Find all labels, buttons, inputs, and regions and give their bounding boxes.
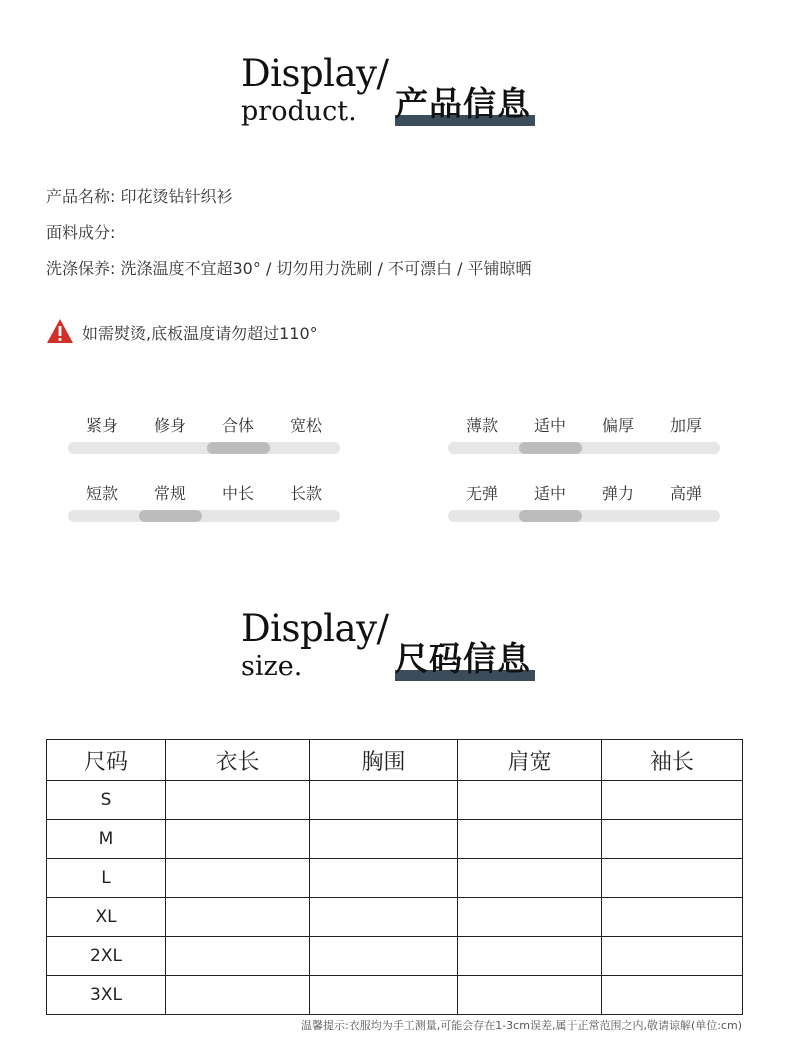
length-scale-indicator	[139, 510, 202, 522]
size-section-sub-label: size.	[241, 651, 303, 682]
table-cell	[602, 898, 743, 937]
elasticity-scale-track	[448, 510, 720, 522]
table-cell	[310, 859, 458, 898]
product-section-cn-title: 产品信息	[395, 84, 531, 123]
table-cell	[166, 898, 310, 937]
table-cell	[166, 781, 310, 820]
table-row	[47, 781, 743, 820]
fit-option-4: 宽松	[289, 416, 322, 435]
warning-icon	[46, 318, 74, 344]
fit-scale	[68, 416, 340, 448]
table-cell	[602, 937, 743, 976]
header-size: 尺码	[47, 740, 166, 781]
table-row	[47, 937, 743, 976]
fabric-label: 面料成分:	[46, 223, 116, 242]
table-cell	[166, 976, 310, 1015]
length-option-2: 常规	[153, 484, 186, 503]
length-option-1: 短款	[85, 484, 118, 503]
thickness-option-4: 加厚	[669, 416, 702, 435]
table-cell: 2XL	[47, 937, 166, 976]
thickness-option-2: 适中	[533, 416, 566, 435]
care-row	[46, 259, 532, 279]
fit-option-2: 修身	[153, 416, 186, 435]
table-cell	[458, 976, 602, 1015]
table-cell	[602, 820, 743, 859]
care-label: 洗涤保养:	[46, 259, 116, 278]
table-cell	[310, 976, 458, 1015]
table-cell	[310, 820, 458, 859]
product-name-label: 产品名称:	[46, 187, 116, 206]
size-section-display-label: Display/	[241, 607, 389, 650]
thickness-scale-track	[448, 442, 720, 454]
elasticity-option-1: 无弹	[465, 484, 498, 503]
size-section-title	[395, 641, 535, 681]
table-cell	[458, 937, 602, 976]
thickness-option-1: 薄款	[465, 416, 498, 435]
table-cell	[458, 859, 602, 898]
elasticity-option-4: 高弹	[669, 484, 702, 503]
table-cell	[310, 937, 458, 976]
fit-option-1: 紧身	[85, 416, 118, 435]
product-section-display-label: Display/	[241, 52, 389, 95]
thickness-scale	[448, 416, 720, 448]
table-cell	[166, 937, 310, 976]
table-cell	[602, 781, 743, 820]
length-option-4: 长款	[289, 484, 322, 503]
thickness-option-3: 偏厚	[601, 416, 634, 435]
product-name-row	[46, 187, 233, 207]
fit-scale-indicator	[207, 442, 270, 454]
footer-note: 温馨提示:衣服均为手工测量,可能会存在1-3cm误差,属于正常范围之内,敬请谅解(单位:cm)	[301, 1019, 742, 1032]
size-table	[46, 739, 743, 1015]
product-section-title	[395, 86, 535, 126]
table-cell	[602, 976, 743, 1015]
header-bust: 胸围	[310, 740, 458, 781]
elasticity-scale-indicator	[519, 510, 582, 522]
thickness-scale-indicator	[519, 442, 582, 454]
table-cell	[310, 781, 458, 820]
warning-text: 如需熨烫,底板温度请勿超过110°	[82, 324, 318, 343]
size-section-cn-title: 尺码信息	[395, 639, 531, 678]
elasticity-option-3: 弹力	[601, 484, 634, 503]
table-cell	[458, 898, 602, 937]
table-cell: S	[47, 781, 166, 820]
table-cell: L	[47, 859, 166, 898]
table-row	[47, 898, 743, 937]
length-scale-track	[68, 510, 340, 522]
fit-option-3: 合体	[221, 416, 254, 435]
product-name-value: 印花烫钻针织衫	[120, 187, 233, 206]
length-option-3: 中长	[221, 484, 254, 503]
table-cell	[458, 820, 602, 859]
table-cell	[166, 820, 310, 859]
elasticity-scale	[448, 484, 720, 516]
header-shoulder: 肩宽	[458, 740, 602, 781]
care-value: 洗涤温度不宜超30° / 切勿用力洗刷 / 不可漂白 / 平铺晾晒	[120, 259, 532, 278]
table-row	[47, 976, 743, 1015]
table-cell	[166, 859, 310, 898]
table-row	[47, 820, 743, 859]
product-section-sub-label: product.	[241, 96, 357, 127]
table-cell	[458, 781, 602, 820]
table-cell	[602, 859, 743, 898]
table-row	[47, 859, 743, 898]
table-cell: M	[47, 820, 166, 859]
table-cell: 3XL	[47, 976, 166, 1015]
fit-scale-track	[68, 442, 340, 454]
table-cell: XL	[47, 898, 166, 937]
table-header-row	[47, 740, 743, 781]
header-sleeve: 袖长	[602, 740, 743, 781]
header-length: 衣长	[166, 740, 310, 781]
fabric-row	[46, 223, 115, 243]
table-cell	[310, 898, 458, 937]
elasticity-option-2: 适中	[533, 484, 566, 503]
length-scale	[68, 484, 340, 516]
